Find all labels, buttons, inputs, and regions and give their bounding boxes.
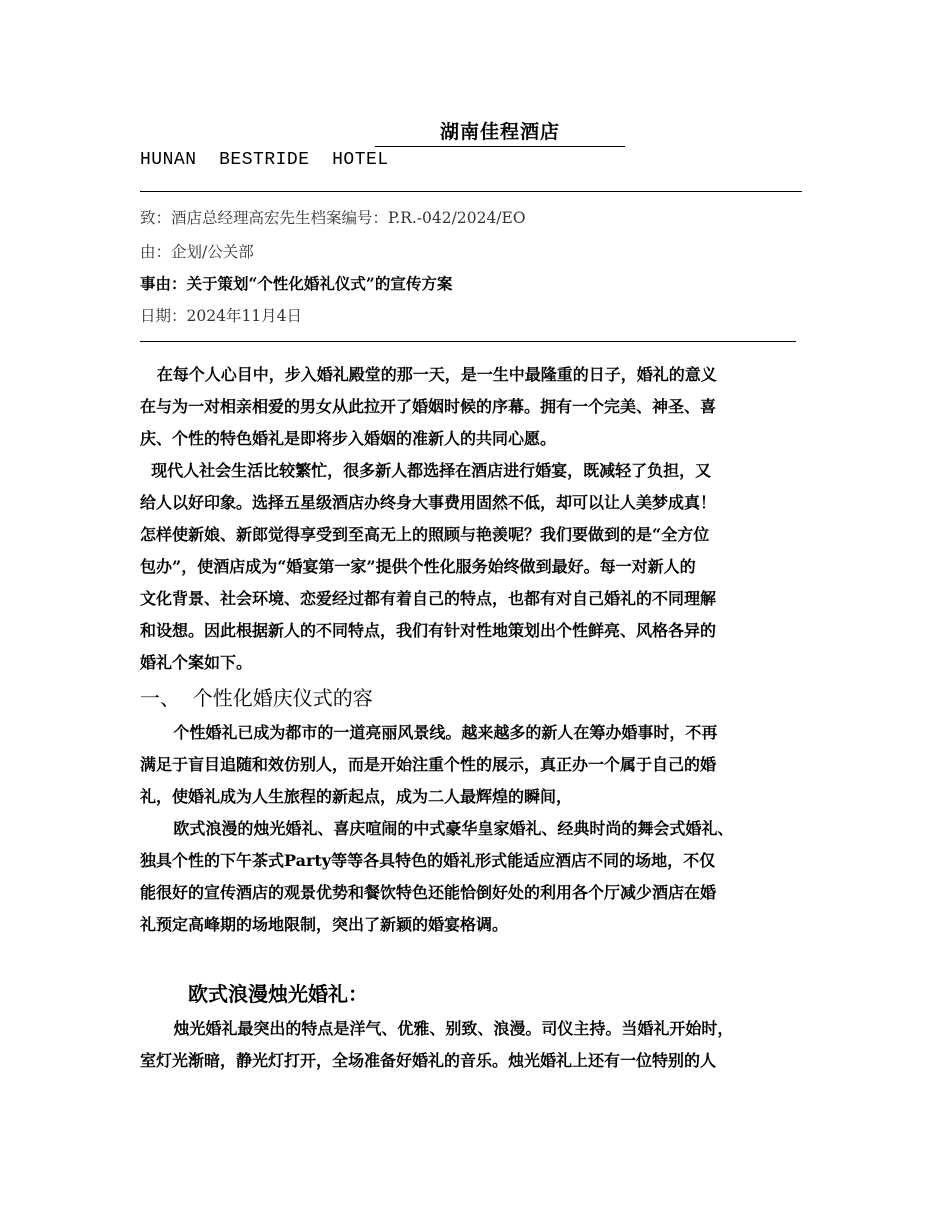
section-1-body <box>140 717 820 941</box>
header-divider <box>140 191 802 192</box>
section-1-heading: 一、 个性化婚庆仪式的容 <box>140 686 373 710</box>
meta-divider <box>140 341 796 342</box>
intro-line: 庆、个性的特色婚礼是即将步入婚姻的准新人的共同心愿。 <box>140 429 557 448</box>
intro-line: 婚礼个案如下。 <box>140 653 253 672</box>
title-underline <box>375 146 625 147</box>
section-1-line: 礼，使婚礼成为人生旅程的新起点，成为二人最辉煌的瞬间， <box>140 787 573 806</box>
hotel-title: 湖南佳程酒店 <box>439 121 560 143</box>
section-2-heading: 欧式浪漫烛光婚礼： <box>188 982 368 1006</box>
intro-paragraph <box>140 359 820 679</box>
intro-line: 在每个人心目中，步入婚礼殿堂的那一天，是一生中最隆重的日子，婚礼的意义 <box>140 365 717 384</box>
section-2-body <box>140 1013 820 1077</box>
intro-line: 怎样使新娘、新郎觉得享受到至高无上的照顾与艳羡呢？我们要做到的是“全方位 <box>140 525 710 544</box>
intro-line: 包办”，使酒店成为“婚宴第一家”提供个性化服务始终做到最好。每一对新人的 <box>140 557 696 576</box>
section-1-line: 独具个性的下午茶式Party等等各具特色的婚礼形式能适应酒店不同的场地，不仅 <box>140 851 716 870</box>
intro-line: 在与为一对相亲相爱的男女从此拉开了婚姻时候的序幕。拥有一个完美、神圣、喜 <box>140 397 717 416</box>
intro-line: 和设想。因此根据新人的不同特点，我们有针对性地策划出个性鲜亮、风格各异的 <box>140 621 717 640</box>
section-1-line: 欧式浪漫的烛光婚礼、喜庆喧闹的中式豪华皇家婚礼、经典时尚的舞会式婚礼、 <box>140 819 734 838</box>
section-2-line: 烛光婚礼最突出的特点是洋气、优雅、别致、浪漫。司仪主持。当婚礼开始时， <box>140 1019 734 1038</box>
intro-line: 文化背景、社会环境、恋爱经过都有着自己的特点，也都有对自己婚礼的不同理解 <box>140 589 717 608</box>
memo-date: 日期：2024年11月4日 <box>140 307 303 325</box>
intro-line: 现代人社会生活比较繁忙，很多新人都选择在酒店进行婚宴，既减轻了负担，又 <box>140 461 712 480</box>
section-1-line: 礼预定高峰期的场地限制，突出了新颖的婚宴格调。 <box>140 915 509 934</box>
section-1-line: 满足于盲目追随和效仿别人，而是开始注重个性的展示，真正办一个属于自己的婚 <box>140 755 717 774</box>
section-1-line: 能很好的宣传酒店的观景优势和餐饮特色还能恰倒好处的利用各个厅减少酒店在婚 <box>140 883 717 902</box>
section-2-line: 室灯光渐暗，静光灯打开，全场准备好婚礼的音乐。烛光婚礼上还有一位特别的人 <box>140 1051 717 1070</box>
memo-from: 由：企划/公关部 <box>140 243 254 261</box>
hotel-english-name: HUNAN BESTRIDE HOTEL <box>140 150 389 170</box>
memo-subject: 事由：关于策划“个性化婚礼仪式”的宣传方案 <box>140 274 453 293</box>
intro-line: 给人以好印象。选择五星级酒店办终身大事费用固然不低，却可以让人美梦成真！ <box>140 493 717 512</box>
memo-to: 致：酒店总经理高宏先生档案编号：P.R.-042/2024/EO <box>140 209 526 227</box>
section-1-line: 个性婚礼已成为都市的一道亮丽风景线。越来越多的新人在筹办婚事时，不再 <box>140 723 718 742</box>
